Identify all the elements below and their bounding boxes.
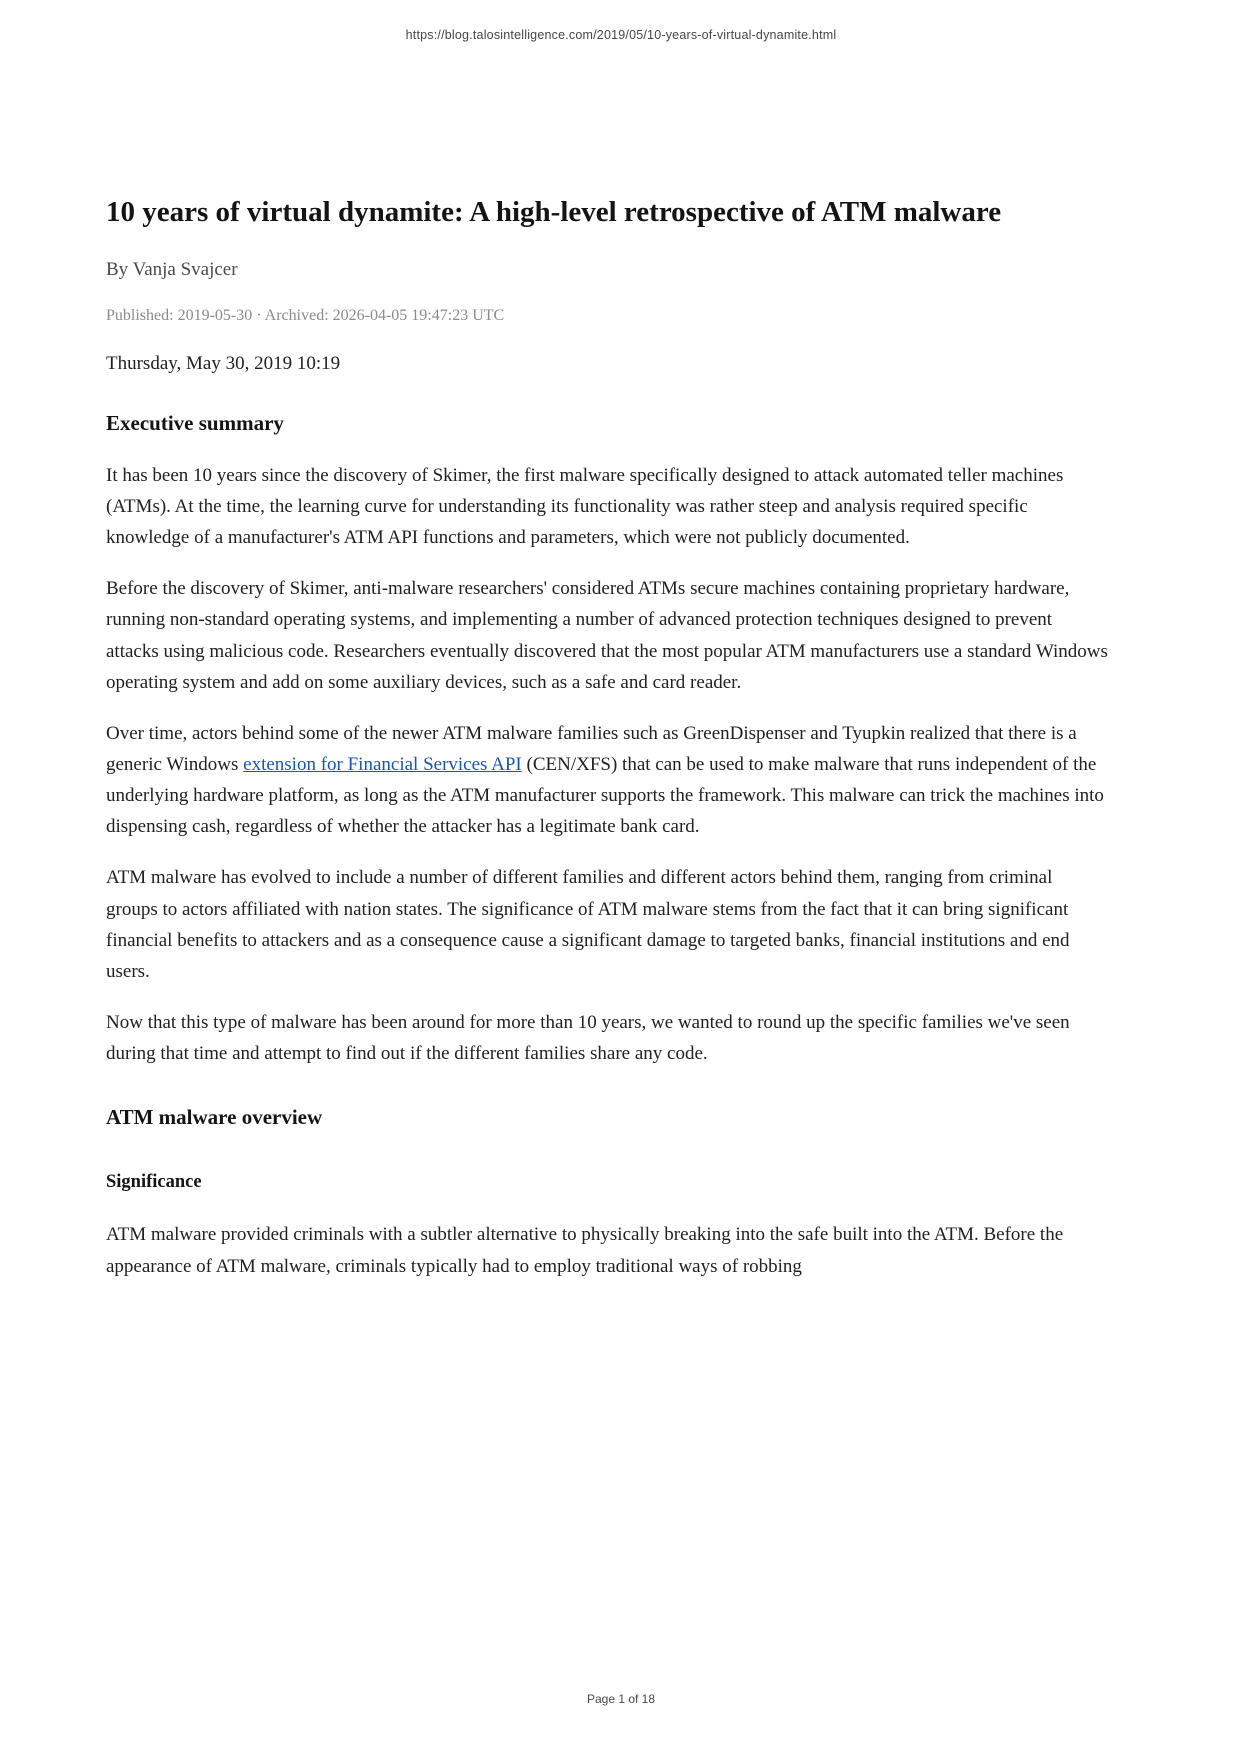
- financial-services-api-link[interactable]: extension for Financial Services API: [243, 753, 522, 775]
- article-date: Thursday, May 30, 2019 10:19: [106, 352, 341, 374]
- print-header-url: https://blog.talosintelligence.com/2019/05/10-years-of-virtual-dynamite.html: [405, 28, 837, 42]
- paragraph-3-before-link: Over time, actors behind some of the newer ATM malware families such as GreenDispenser and Tyupkin realized that there is a generic Windows: [106, 722, 1077, 775]
- article-meta: Published: 2019-05-30 · Archived: 2026-04-05 19:47:23 UTC: [106, 306, 505, 324]
- paragraph-6: ATM malware provided criminals with a subtler alternative to physically breaking into the safe built into the ATM. Before the appearance of ATM malware, criminals typically had to employ traditional ways of robbing: [106, 1224, 1064, 1277]
- page-number: Page 1 of 18: [586, 1692, 656, 1706]
- paragraph-5: Now that this type of malware has been around for more than 10 years, we wanted to round up the specific families we've seen during that time and attempt to find out if the different families share any code.: [106, 1012, 1070, 1065]
- article-content: [106, 188, 1108, 1302]
- heading-significance: Significance: [106, 1172, 202, 1193]
- paragraph-4: ATM malware has evolved to include a number of different families and different actors behind them, ranging from criminal groups to actors affiliated with nation states. The significance of ATM malware stems from the fact that it can bring significant financial benefits to attackers and as a consequence cause a significant damage to targeted banks, financial institutions and end users.: [106, 867, 1070, 982]
- paragraph-2: Before the discovery of Skimer, anti-malware researchers' considered ATMs secure machines containing proprietary hardware, running non-standard operating systems, and implementing a number of advanced protection techniques designed to prevent attacks using malicious code. Researchers eventually discovered that the most popular ATM manufacturers use a standard Windows operating system and add on some auxiliary devices, such as a safe and card reader.: [106, 578, 1108, 693]
- paragraph-3: [106, 718, 1108, 843]
- article-title: 10 years of virtual dynamite: A high-level retrospective of ATM malware: [106, 196, 1002, 228]
- paragraph-1: It has been 10 years since the discovery of Skimer, the first malware specifically designed to attack automated teller machines (ATMs). At the time, the learning curve for understanding its functionality was rather steep and analysis required specific knowledge of a manufacturer's ATM API functions and parameters, which were not publicly documented.: [106, 464, 1064, 549]
- heading-atm-malware-overview: ATM malware overview: [106, 1105, 323, 1130]
- article-byline: By Vanja Svajcer: [106, 258, 238, 280]
- heading-executive-summary: Executive summary: [106, 410, 284, 435]
- paragraph-3-after-link: (CEN/XFS) that can be used to make malware that runs independent of the underlying hardware platform, as long as the ATM manufacturer supports the framework. This malware can trick the machines into dispensing cash, regardless of whether the attacker has a legitimate bank card.: [106, 753, 1104, 838]
